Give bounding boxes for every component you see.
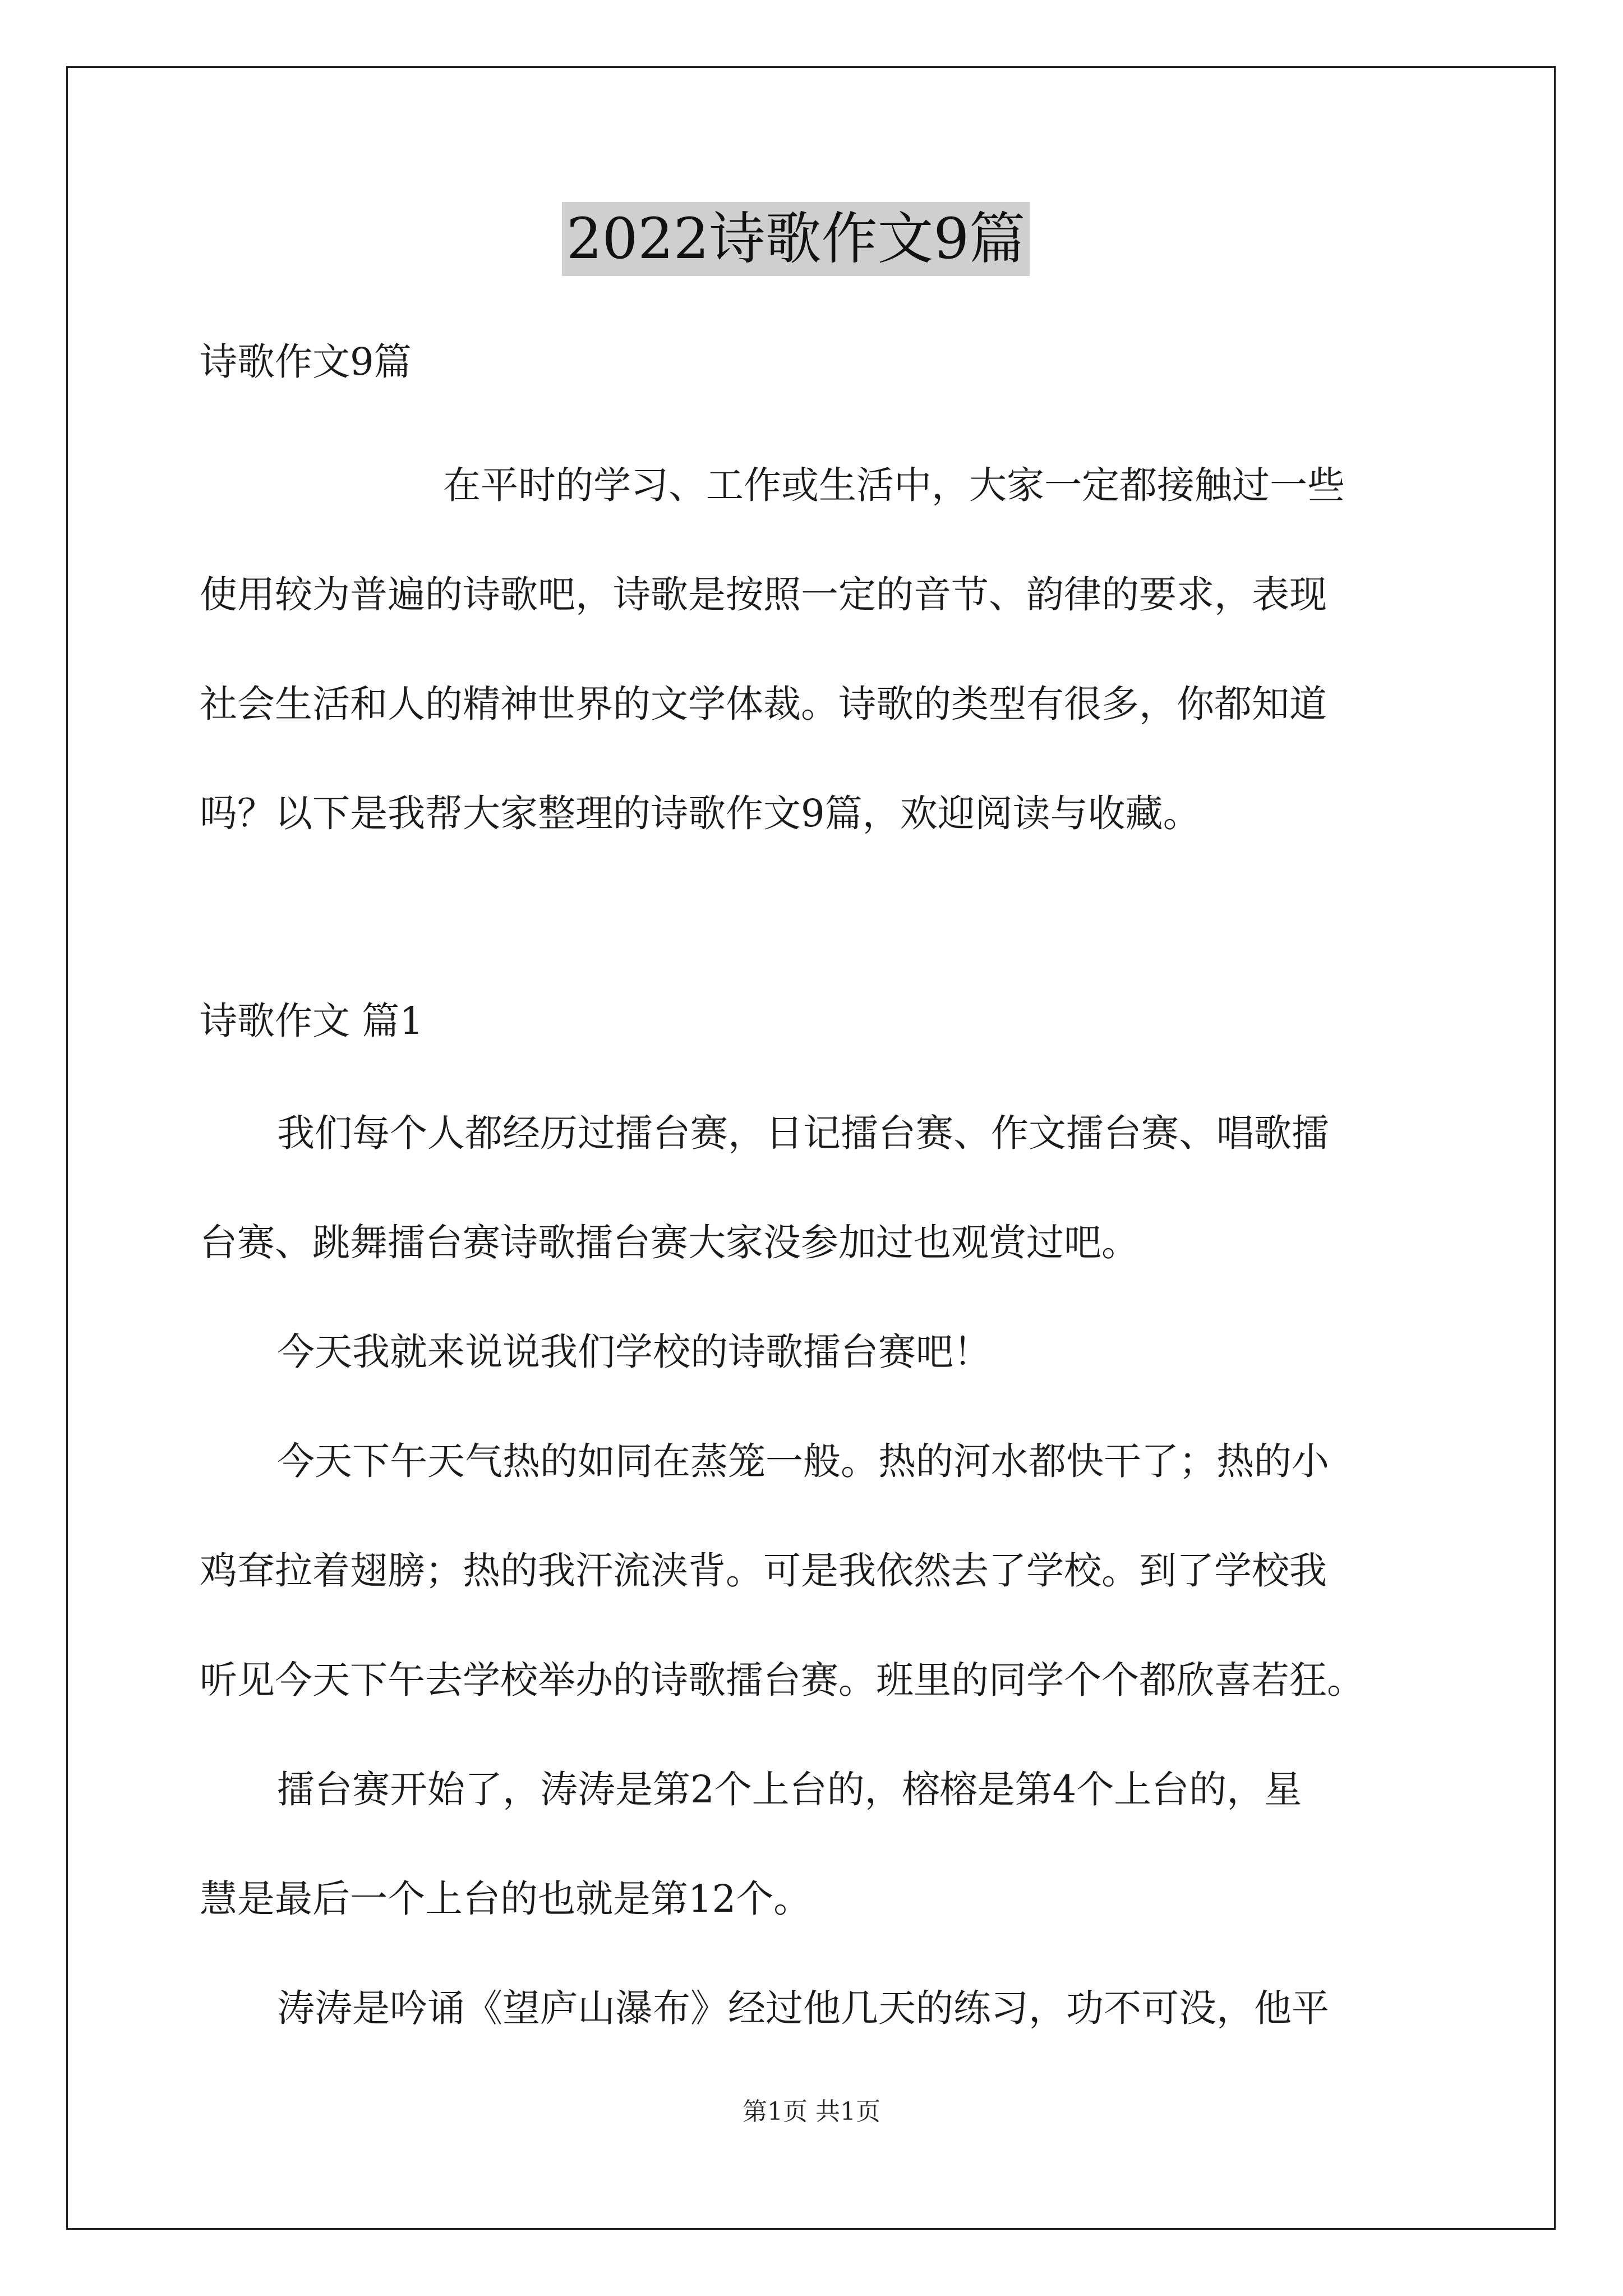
- document-title: 2022诗歌作文9篇: [562, 202, 1030, 276]
- page-footer: 第1页 共1页: [743, 2097, 880, 2126]
- paragraph-line: 吗？以下是我帮大家整理的诗歌作文9篇，欢迎阅读与收藏。: [200, 792, 1201, 835]
- paragraph-line: 我们每个人都经历过擂台赛，日记擂台赛、作文擂台赛、唱歌擂: [277, 1111, 1329, 1155]
- paragraph-line: 在平时的学习、工作或生活中，大家一定都接触过一些: [443, 463, 1345, 507]
- paragraph-line: 今天我就来说说我们学校的诗歌擂台赛吧！: [277, 1330, 991, 1374]
- subtitle-line: 诗歌作文9篇: [200, 340, 412, 384]
- paragraph-line: 鸡耷拉着翅膀；热的我汗流浃背。可是我依然去了学校。到了学校我: [200, 1549, 1327, 1593]
- paragraph-line: 擂台赛开始了，涛涛是第2个上台的，榕榕是第4个上台的，星: [277, 1768, 1302, 1811]
- paragraph-line: 使用较为普遍的诗歌吧，诗歌是按照一定的音节、韵律的要求，表现: [200, 573, 1327, 616]
- paragraph-line: 今天下午天气热的如同在蒸笼一般。热的河水都快干了；热的小: [277, 1439, 1329, 1483]
- paragraph-line: 慧是最后一个上台的也就是第12个。: [200, 1877, 811, 1921]
- paragraph-line: 涛涛是吟诵《望庐山瀑布》经过他几天的练习，功不可没，他平: [277, 1986, 1329, 2030]
- section-heading: 诗歌作文 篇1: [200, 999, 423, 1043]
- paragraph-line: 社会生活和人的精神世界的文学体裁。诗歌的类型有很多，你都知道: [200, 682, 1327, 726]
- paragraph-line: 台赛、跳舞擂台赛诗歌擂台赛大家没参加过也观赏过吧。: [200, 1221, 1139, 1264]
- paragraph-line: 听见今天下午去学校举办的诗歌擂台赛。班里的同学个个都欣喜若狂。: [200, 1658, 1364, 1702]
